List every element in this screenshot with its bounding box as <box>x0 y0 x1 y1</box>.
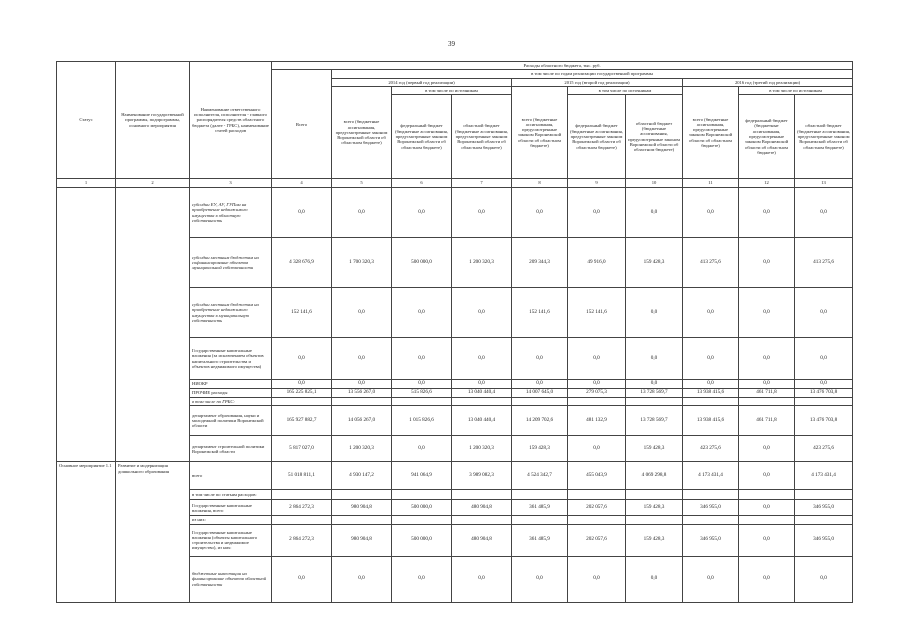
cell-value: 0,0 <box>795 380 853 389</box>
column-number: 3 <box>190 179 272 188</box>
cell-value: 0,0 <box>739 524 795 556</box>
cell-value: 159 428,3 <box>626 436 683 462</box>
column-number: 8 <box>512 179 568 188</box>
cell-value: 0,0 <box>452 556 512 602</box>
cell-value: 346 955,0 <box>683 500 739 516</box>
cell-value <box>795 398 853 406</box>
cell-value <box>392 490 452 500</box>
cell-value: 202 057,6 <box>568 524 626 556</box>
row-label: бюджетные инвестиции на финансирование объектов областной собственности <box>190 556 272 602</box>
cell-value: 159 428,3 <box>626 500 683 516</box>
cell-value: 0,0 <box>392 188 452 238</box>
cell-value <box>332 490 392 500</box>
cell-value: 0,0 <box>795 556 853 602</box>
cell-value <box>739 516 795 524</box>
cell-value: 0,0 <box>683 288 739 338</box>
cell-value: 152 141,6 <box>512 288 568 338</box>
cell-value: 500 000,0 <box>392 500 452 516</box>
cell-value: 0,0 <box>272 188 332 238</box>
cell-value: 0,0 <box>626 380 683 389</box>
cell-value: 346 955,0 <box>795 500 853 516</box>
cell-value: 980 904,8 <box>332 524 392 556</box>
cell-value: 980 904,8 <box>332 500 392 516</box>
header-2015-by-sources: в том числе по источникам <box>568 86 683 94</box>
header-2014-federal: федеральный бюджет (бюджетные ассигнования, предусмотренные законом Воронежской области об областном бюджете) <box>392 95 452 179</box>
column-number: 2 <box>116 179 190 188</box>
column-number-row <box>57 179 853 188</box>
cell-value: 0,0 <box>568 556 626 602</box>
cell-value <box>683 516 739 524</box>
cell-value: 4 173 431,4 <box>795 462 853 490</box>
column-number: 10 <box>626 179 683 188</box>
status-cell-empty <box>57 188 116 462</box>
cell-value <box>626 516 683 524</box>
cell-value: 1 015 826,6 <box>392 406 452 436</box>
row-label: департамент образования, науки и молодежной политики Воронежской области <box>190 406 272 436</box>
cell-value: 413 275,6 <box>795 238 853 288</box>
cell-value <box>795 490 853 500</box>
cell-value: 0,0 <box>272 380 332 389</box>
cell-value: 0,0 <box>683 380 739 389</box>
cell-value <box>568 398 626 406</box>
cell-value: 13 040 440,4 <box>452 389 512 398</box>
cell-value <box>452 516 512 524</box>
cell-value: 0,0 <box>568 436 626 462</box>
cell-value: 0,0 <box>568 380 626 389</box>
budget-table <box>56 61 853 603</box>
cell-value <box>512 490 568 500</box>
cell-value: 0,0 <box>452 288 512 338</box>
row-label: из них: <box>190 516 272 524</box>
cell-value: 0,0 <box>683 338 739 380</box>
cell-value: 0,0 <box>568 188 626 238</box>
cell-value: 0,0 <box>452 338 512 380</box>
cell-value: 0,0 <box>739 188 795 238</box>
cell-value: 0,0 <box>739 338 795 380</box>
cell-value: 0,0 <box>795 188 853 238</box>
cell-value <box>626 398 683 406</box>
cell-value <box>739 398 795 406</box>
cell-value: 461 711,8 <box>739 406 795 436</box>
cell-value: 413 275,6 <box>683 238 739 288</box>
cell-value: 159 428,3 <box>512 436 568 462</box>
column-number: 1 <box>57 179 116 188</box>
cell-value: 0,0 <box>332 380 392 389</box>
cell-value <box>739 490 795 500</box>
column-number: 9 <box>568 179 626 188</box>
row-label: Государственные капитальные вложения, всего <box>190 500 272 516</box>
cell-value: 13 040 440,4 <box>452 406 512 436</box>
cell-value: 13 476 703,8 <box>795 389 853 398</box>
cell-value: 480 904,8 <box>452 500 512 516</box>
header-2016-by-sources: в том числе по источникам <box>739 86 853 94</box>
cell-value: 0,0 <box>392 380 452 389</box>
cell-value: 0,0 <box>512 380 568 389</box>
cell-value <box>272 398 332 406</box>
row-label: всего <box>190 462 272 490</box>
cell-value: 14 056 267,0 <box>332 406 392 436</box>
cell-value: 159 428,3 <box>626 238 683 288</box>
cell-value: 279 075,3 <box>568 389 626 398</box>
row-label: субсидии ЕУ, АУ, ГУПам на приобретение недвижимого имущества в областную собственность <box>190 188 272 238</box>
cell-value: 0,0 <box>272 556 332 602</box>
cell-value: 0,0 <box>332 556 392 602</box>
cell-value: 14 209 702,6 <box>512 406 568 436</box>
cell-value: 4 328 676,9 <box>272 238 332 288</box>
header-executor: Наименование ответственного исполнителя, исполнителя - главного распорядителя средств областного бюджета (далее - ГРБС), наименование статей расходов <box>190 62 272 179</box>
cell-value: 1 200 320,3 <box>332 436 392 462</box>
cell-value: 0,0 <box>683 556 739 602</box>
cell-value <box>626 490 683 500</box>
cell-value: 13 938 415,6 <box>683 406 739 436</box>
cell-value: 0,0 <box>392 556 452 602</box>
cell-value: 0,0 <box>272 338 332 380</box>
cell-value: 2 864 272,3 <box>272 500 332 516</box>
cell-value: 423 275,6 <box>683 436 739 462</box>
cell-value <box>512 516 568 524</box>
cell-value: 1 200 320,3 <box>452 238 512 288</box>
header-2015-federal: федеральный бюджет (бюджетные ассигнования, предусмотренные законом Воронежской области об областном бюджете) <box>568 95 626 179</box>
cell-value: 4 930 147,2 <box>332 462 392 490</box>
cell-value: 152 141,6 <box>568 288 626 338</box>
column-number: 4 <box>272 179 332 188</box>
cell-value: 1 200 320,3 <box>452 436 512 462</box>
header-2014-regional: областной бюджет (бюджетные ассигнования, предусмотренные законом Воронежской области об областном бюджете) <box>452 95 512 179</box>
column-number: 7 <box>452 179 512 188</box>
header-2014-by-sources: в том числе по источникам <box>392 86 512 94</box>
cell-value <box>332 398 392 406</box>
column-number: 6 <box>392 179 452 188</box>
cell-value: 0,0 <box>739 500 795 516</box>
cell-value: 461 711,8 <box>739 389 795 398</box>
cell-value: 0,0 <box>739 436 795 462</box>
cell-value: 0,0 <box>392 288 452 338</box>
cell-value: 0,0 <box>626 288 683 338</box>
header-2015-regional: областной бюджет (бюджетные ассигнования, предусмотренные законом Воронежской области об областном бюджете) <box>626 95 683 179</box>
cell-value: 209 344,3 <box>512 238 568 288</box>
cell-value <box>332 516 392 524</box>
cell-value: 13 728 569,7 <box>626 406 683 436</box>
row-label: в том числе по статьям расходов: <box>190 490 272 500</box>
cell-value: 0,0 <box>452 380 512 389</box>
cell-value <box>452 490 512 500</box>
cell-value <box>512 398 568 406</box>
cell-value: 0,0 <box>332 288 392 338</box>
cell-value <box>795 516 853 524</box>
cell-value: 500 000,0 <box>392 238 452 288</box>
cell-value: 346 955,0 <box>795 524 853 556</box>
cell-value: 0,0 <box>332 188 392 238</box>
cell-value: 361 485,9 <box>512 500 568 516</box>
column-number: 13 <box>795 179 853 188</box>
cell-value: 0,0 <box>739 380 795 389</box>
cell-value: 159 428,3 <box>626 524 683 556</box>
row-label: НИОКР <box>190 380 272 389</box>
cell-value: 0,0 <box>332 338 392 380</box>
header-program-name: Наименование государственной программы, подпрограммы, основного мероприятия <box>116 62 190 179</box>
cell-value: 423 275,6 <box>795 436 853 462</box>
cell-value <box>568 490 626 500</box>
header-2016-federal: федеральный бюджет (бюджетные ассигнования, предусмотренные законом Воронежской области об областном бюджете) <box>739 95 795 179</box>
cell-value: 0,0 <box>683 188 739 238</box>
header-status: Статус <box>57 62 116 179</box>
cell-value: 165 927 882,7 <box>272 406 332 436</box>
cell-value: 4 524 342,7 <box>512 462 568 490</box>
cell-value: 0,0 <box>512 556 568 602</box>
cell-value: 500 000,0 <box>392 524 452 556</box>
header-year-2015: 2015 год (второй год реализации) <box>512 78 683 86</box>
header-by-years: в том числе по годам реализации государственной программы <box>332 70 853 78</box>
cell-value: 361 485,9 <box>512 524 568 556</box>
header-expenses: Расходы областного бюджета, тыс. руб. <box>272 62 853 70</box>
cell-value: 152 141,6 <box>272 288 332 338</box>
column-number: 5 <box>332 179 392 188</box>
cell-value <box>392 398 452 406</box>
cell-value: 49 916,0 <box>568 238 626 288</box>
cell-value: 0,0 <box>512 188 568 238</box>
cell-value: 941 064,9 <box>392 462 452 490</box>
cell-value <box>683 490 739 500</box>
cell-value: 13 476 703,8 <box>795 406 853 436</box>
cell-value: 0,0 <box>626 188 683 238</box>
cell-value: 0,0 <box>512 338 568 380</box>
header-2016-total: всего (бюджетные ассигнования, предусмотренные законом Воронежской области об областном бюджете) <box>683 86 739 178</box>
program-cell-empty <box>116 188 190 462</box>
header-year-2014: 2014 год (первый год реализации) <box>332 78 512 86</box>
cell-value: 0,0 <box>739 556 795 602</box>
event-name: Развитие и модернизация дошкольного образования <box>116 462 190 602</box>
header-year-2016: 2016 год (третий год реализации) <box>683 78 853 86</box>
cell-value: 0,0 <box>568 338 626 380</box>
cell-value: 0,0 <box>795 338 853 380</box>
cell-value: 0,0 <box>795 288 853 338</box>
header-2014-total: всего (бюджетные ассигнования, предусмотренные законом Воронежской области об областном бюджете) <box>332 86 392 178</box>
row-label: департамент строительной политики Воронежской области <box>190 436 272 462</box>
header-2016-regional: областной бюджет (бюджетные ассигнования, предусмотренные законом Воронежской области об областном бюджете) <box>795 95 853 179</box>
cell-value: 5 817 027,0 <box>272 436 332 462</box>
cell-value: 346 955,0 <box>683 524 739 556</box>
row-label: ПРОЧИЕ расходы <box>190 389 272 398</box>
cell-value: 0,0 <box>626 338 683 380</box>
cell-value: 4 069 298,8 <box>626 462 683 490</box>
row-label: Государственные капитальные вложения (за исключением объектов капитального строительства и объектов недвижимого имущества) <box>190 338 272 380</box>
cell-value: 13 938 415,6 <box>683 389 739 398</box>
row-label: Государственные капитальные вложения (объекты капитального строительства и недвижимое имущество), из них: <box>190 524 272 556</box>
cell-value: 13 556 267,0 <box>332 389 392 398</box>
cell-value: 14 007 645,0 <box>512 389 568 398</box>
cell-value <box>568 516 626 524</box>
row-label: субсидии местным бюджетам на софинансирование объектов муниципальной собственности <box>190 238 272 288</box>
cell-value: 0,0 <box>452 188 512 238</box>
header-total: Всего <box>272 70 332 179</box>
cell-value: 3 989 082,3 <box>452 462 512 490</box>
column-number: 11 <box>683 179 739 188</box>
cell-value: 0,0 <box>626 556 683 602</box>
cell-value <box>452 398 512 406</box>
cell-value: 0,0 <box>392 338 452 380</box>
cell-value <box>272 516 332 524</box>
cell-value: 0,0 <box>739 462 795 490</box>
cell-value: 165 225 825,1 <box>272 389 332 398</box>
cell-value <box>272 490 332 500</box>
cell-value: 0,0 <box>739 238 795 288</box>
cell-value: 202 057,6 <box>568 500 626 516</box>
cell-value <box>392 516 452 524</box>
cell-value: 13 728 569,7 <box>626 389 683 398</box>
table-row <box>57 462 853 490</box>
cell-value: 4 173 431,4 <box>683 462 739 490</box>
table-row <box>57 188 853 238</box>
cell-value: 515 826,6 <box>392 389 452 398</box>
cell-value: 2 864 272,3 <box>272 524 332 556</box>
column-number: 12 <box>739 179 795 188</box>
page-number: 39 <box>448 40 455 48</box>
row-label: субсидии местным бюджетам на приобретение недвижимого имущества в муниципальную собственность <box>190 288 272 338</box>
cell-value: 480 904,8 <box>452 524 512 556</box>
cell-value: 51 018 811,1 <box>272 462 332 490</box>
event-status: Основное мероприятие 1.1 <box>57 462 116 602</box>
cell-value: 0,0 <box>392 436 452 462</box>
cell-value: 1 700 320,3 <box>332 238 392 288</box>
header-2015-total: всего (бюджетные ассигнования, предусмотренные законом Воронежской области об областном бюджете) <box>512 86 568 178</box>
cell-value: 481 132,9 <box>568 406 626 436</box>
cell-value: 0,0 <box>739 288 795 338</box>
row-label: в том числе по ГРБС: <box>190 398 272 406</box>
cell-value: 455 043,9 <box>568 462 626 490</box>
cell-value <box>683 398 739 406</box>
